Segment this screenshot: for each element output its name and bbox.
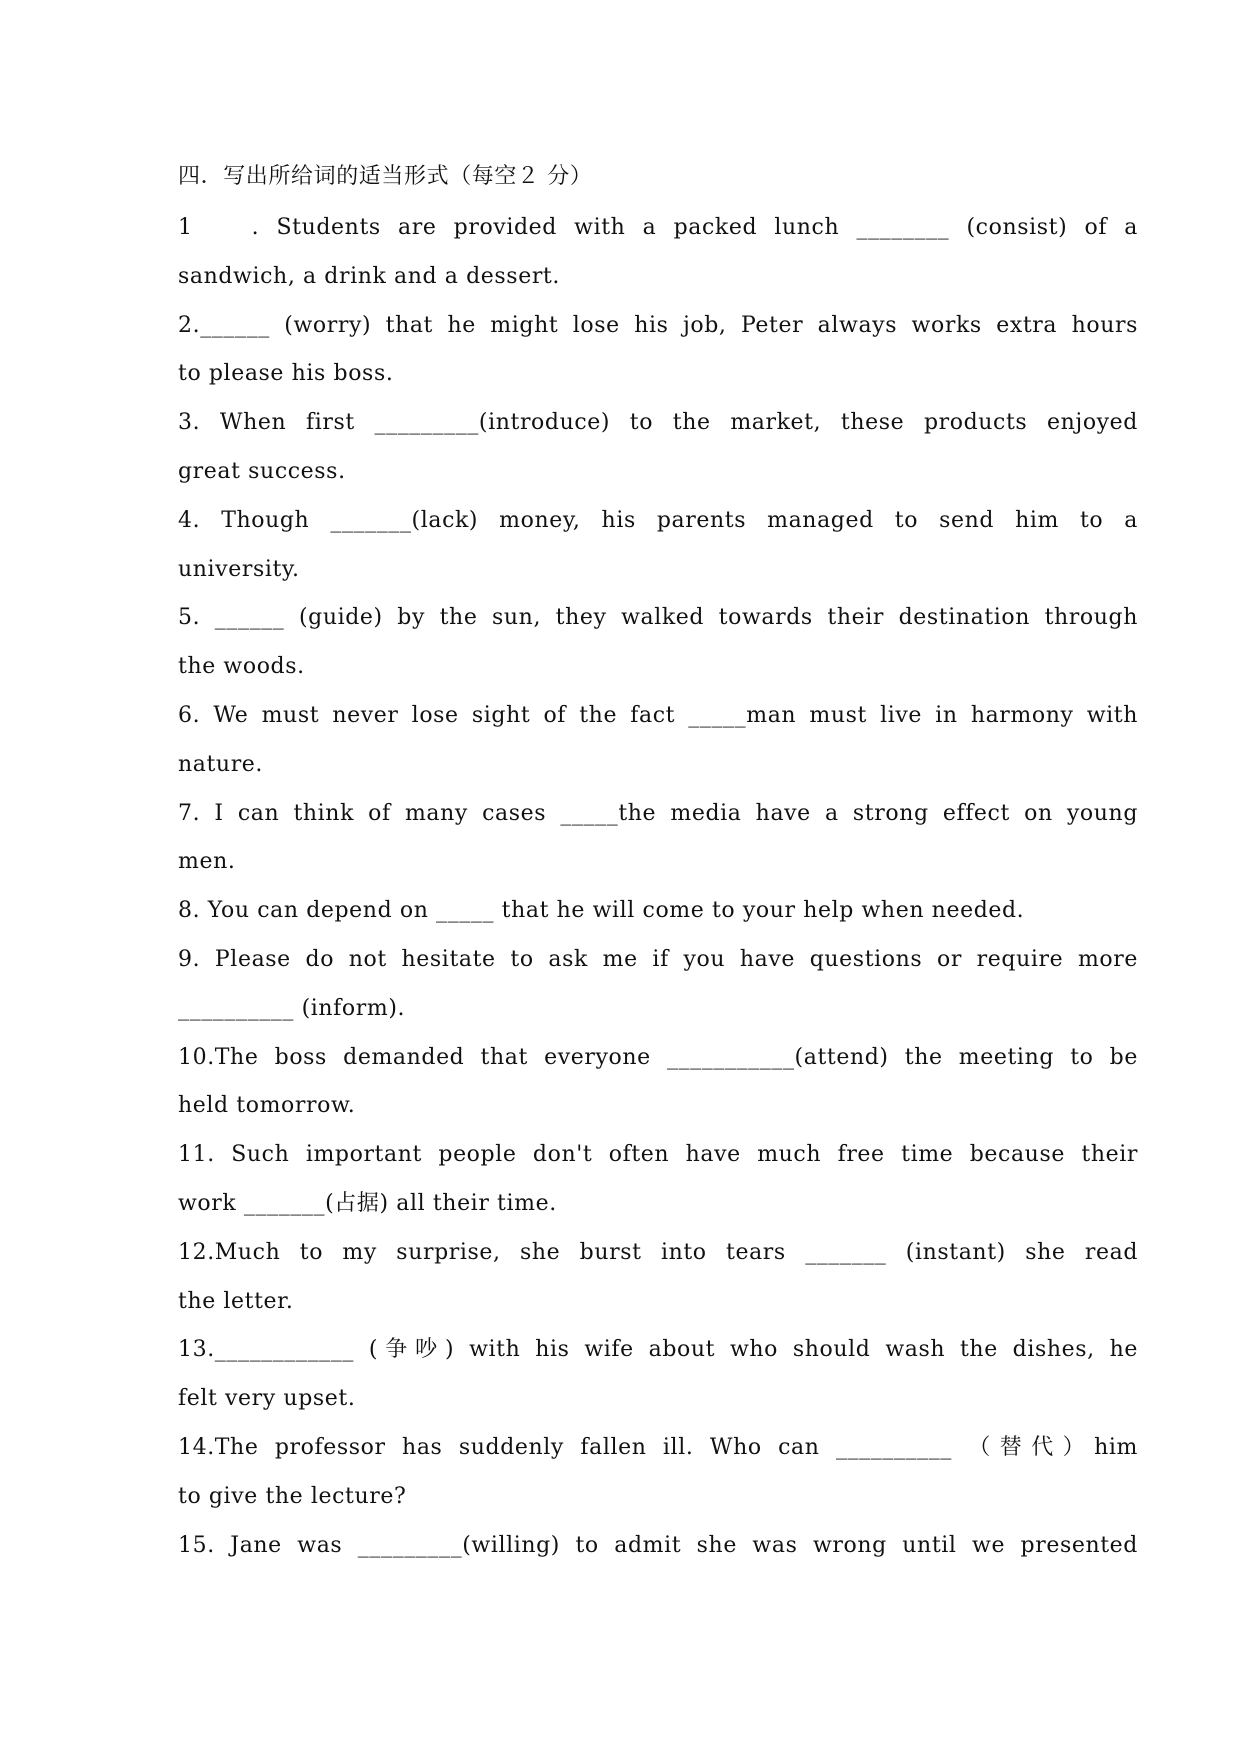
question-10 — [178, 1034, 1138, 1132]
question-5 — [178, 594, 1138, 692]
question-line: work _______(占据) all their time. — [178, 1190, 557, 1216]
question-3 — [178, 399, 1138, 497]
question-line: 11. Such important people don't often have much free time because their — [178, 1142, 1138, 1168]
question-7 — [178, 790, 1138, 888]
question-line: 10.The boss demanded that everyone ___________(attend) the meeting to be — [178, 1044, 1138, 1070]
question-line: men. — [178, 849, 236, 875]
question-9 — [178, 936, 1138, 1034]
question-6 — [178, 692, 1138, 790]
question-15 — [178, 1522, 1138, 1571]
question-2 — [178, 302, 1138, 400]
question-13 — [178, 1326, 1138, 1424]
question-line: 14.The professor has suddenly fallen ill. Who can __________ （替代）him — [178, 1434, 1138, 1460]
question-4 — [178, 497, 1138, 595]
question-line: 9. Please do not hesitate to ask me if you have questions or require more — [178, 946, 1138, 972]
question-line: to give the lecture? — [178, 1483, 407, 1509]
question-line: 13.____________ (争吵) with his wife about who should wash the dishes, he — [178, 1337, 1138, 1363]
question-line: 3. When first _________(introduce) to the market, these products enjoyed — [178, 410, 1138, 436]
question-line: sandwich, a drink and a dessert. — [178, 263, 560, 289]
question-line: 6. We must never lose sight of the fact _____man must live in harmony with — [178, 702, 1138, 728]
question-line: to please his boss. — [178, 361, 394, 387]
question-line: nature. — [178, 751, 264, 777]
question-line: felt very upset. — [178, 1386, 356, 1412]
exercise-section — [178, 156, 1138, 1570]
question-12 — [178, 1229, 1138, 1327]
question-line: the woods. — [178, 654, 305, 680]
question-11 — [178, 1131, 1138, 1229]
question-line: 4. Though _______(lack) money, his parents managed to send him to a — [178, 507, 1138, 533]
question-8 — [178, 887, 1138, 936]
question-line: 7. I can think of many cases _____the media have a strong effect on young — [178, 800, 1138, 826]
question-line: 2.______ (worry) that he might lose his job, Peter always works extra hours — [178, 312, 1138, 338]
question-line: 8. You can depend on _____ that he will come to your help when needed. — [178, 898, 1025, 924]
question-line: 1 . Students are provided with a packed lunch ________ (consist) of a — [178, 215, 1138, 240]
section-heading: 四．写出所给词的适当形式（每空２ 分） — [178, 164, 593, 189]
question-1 — [178, 204, 1138, 302]
question-line: great success. — [178, 458, 346, 484]
question-line: __________ (inform). — [178, 995, 406, 1021]
question-line: held tomorrow. — [178, 1093, 356, 1119]
question-line: 12.Much to my surprise, she burst into tears _______ (instant) she read — [178, 1239, 1138, 1265]
question-line: the letter. — [178, 1288, 294, 1314]
question-line: 5. ______ (guide) by the sun, they walked towards their destination through — [178, 605, 1138, 631]
question-14 — [178, 1424, 1138, 1522]
question-line: university. — [178, 556, 300, 582]
question-line: 15. Jane was _________(willing) to admit she was wrong until we presented — [178, 1532, 1138, 1558]
